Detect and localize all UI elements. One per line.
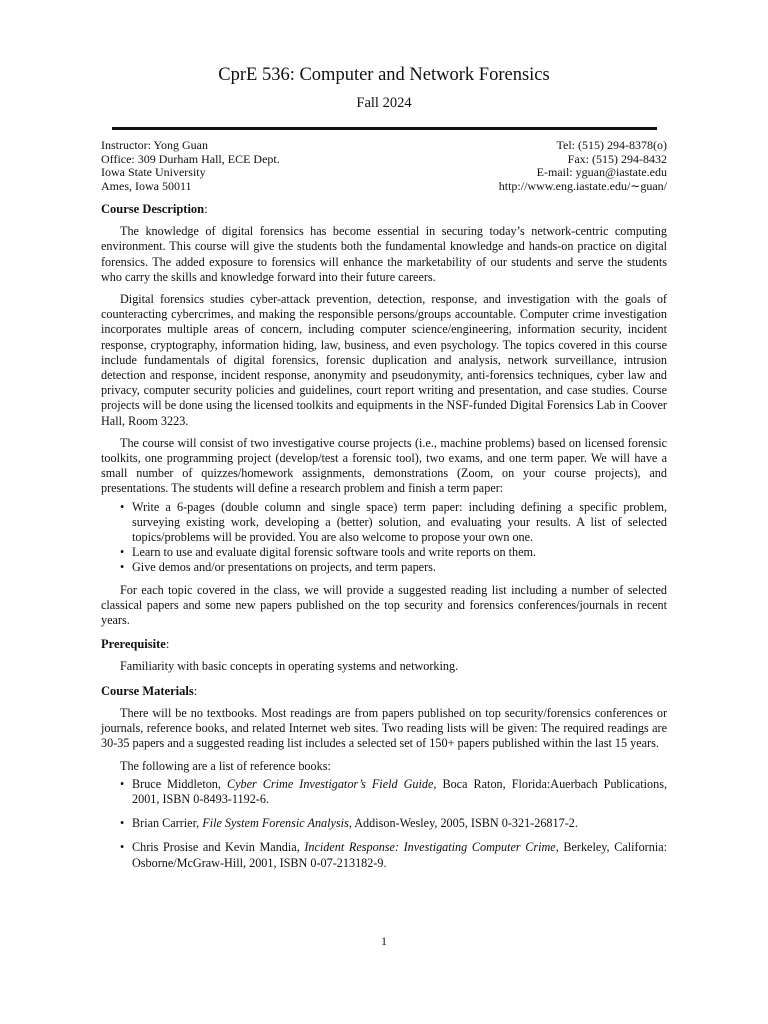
course-materials-heading: Course Materials:: [101, 683, 198, 698]
reference-book-list: [101, 777, 667, 871]
city-line: Ames, Iowa 50011: [101, 178, 192, 193]
materials-paragraph-1: There will be no textbooks. Most readings are from papers published on top security/forensics conferences or journals, reference books, and related Internet web sites. Two reading lists will be given: The required readings are 30-35 papers and a suggested reading list includes a selected set of 150+ papers published within the last 15 years.: [101, 705, 667, 751]
list-item: • Learn to use and evaluate digital forensic software tools and write reports on them.: [132, 545, 667, 560]
email-line[interactable]: E-mail: yguan@iastate.edu: [536, 165, 667, 179]
list-item: • Give demos and/or presentations on projects, and term papers.: [132, 560, 667, 575]
fax-line: Fax: (515) 294-8432: [567, 151, 667, 166]
university-line: Iowa State University: [101, 165, 206, 179]
list-item: • Write a 6-pages (double column and single space) term paper: including defining a specific problem, surveying existing work, developing a (better) solution, and evaluating your results. A list of selected topics/problems will be provided. You are also welcome to propose your own one.: [132, 500, 667, 546]
list-item: • Bruce Middleton, Cyber Crime Investigator’s Field Guide, Boca Raton, Florida:Auerbach Publications, 2001, ISBN 0-8493-1192-6.: [132, 777, 667, 807]
book-title: Incident Response: Investigating Computer Crime: [304, 840, 556, 855]
description-paragraph-3: The course will consist of two investigative course projects (i.e., machine problems) based on licensed forensic toolkits, one programming project (develop/test a forensic tool), two exams, and one term paper. We will have a small number of quizzes/homework assignments, demonstrations (Zoom, on your course projects), and presentations. The students will define a research problem and finish a term paper:: [101, 435, 667, 496]
document-page: [101, 64, 667, 880]
prerequisite-text: Familiarity with basic concepts in operating systems and networking.: [120, 659, 459, 674]
materials-paragraph-2: The following are a list of reference books:: [120, 758, 331, 773]
description-paragraph-4: For each topic covered in the class, we will provide a suggested reading list including a number of selected classical papers and some new papers published on the top security and forensics conferences/journals in recent years.: [101, 582, 667, 628]
description-paragraph-1: The knowledge of digital forensics has become essential in securing today’s network-centric computing environment. This course will give the students both the fundamental knowledge and hands-on practice on digital forensics. The added exposure to forensics will enhance the marketability of our students and serve the students who carry the skills and knowledge forward into their future careers.: [101, 224, 667, 284]
list-item: • Chris Prosise and Kevin Mandia, Incident Response: Investigating Computer Crime, Berkeley, California: Osborne/McGraw-Hill, 2001, ISBN 0-07-213182-9.: [132, 840, 667, 870]
page-subtitle: Fall 2024: [356, 95, 412, 111]
title-rule: [112, 127, 657, 130]
prerequisite-heading: Prerequisite:: [101, 637, 170, 652]
tel-line: Tel: (515) 294-8378(o): [556, 138, 667, 152]
contact-left: [101, 139, 280, 193]
list-item: • Brian Carrier, File System Forensic Analysis, Addison-Wesley, 2005, ISBN 0-321-26817-2.: [132, 816, 667, 831]
contact-right: [499, 139, 667, 193]
contact-block: [101, 139, 667, 193]
office-line: Office: 309 Durham Hall, ECE Dept.: [101, 151, 280, 166]
page-title: CprE 536: Computer and Network Forensics: [218, 65, 550, 85]
instructor-line: Instructor: Yong Guan: [101, 138, 208, 152]
term-paper-list: [101, 500, 667, 576]
homepage-link[interactable]: http://www.eng.iastate.edu/∼guan/: [498, 178, 667, 193]
course-description-heading: Course Description:: [101, 202, 208, 216]
book-title: Cyber Crime Investigator’s Field Guide: [226, 776, 434, 791]
page-number: 1: [381, 934, 387, 948]
book-title: File System Forensic Analysis: [202, 816, 349, 831]
description-paragraph-2: Digital forensics studies cyber-attack prevention, detection, response, and investigation with the goals of counteracting cybercrimes, and making the responsible persons/groups accountable. Computer crime investigation incorporates multiple areas of concern, including computer science/engineering, information security, incident response, cryptography, information hiding, law, business, and even psychology. The topics covered in this course include fundamentals of digital forensics, forensic duplication and analysis, network surveillance, intrusion detection and response, incident response, anonymity and pseudonymity, anti-forensics techniques, cyber law and privacy, computer security policies and guidelines, court report writing and presentation, and case studies. Course projects will be done using the licensed toolkits and equipments in the NSF-funded Digital Forensics Lab in Coover Hall, Room 3223.: [101, 292, 667, 428]
